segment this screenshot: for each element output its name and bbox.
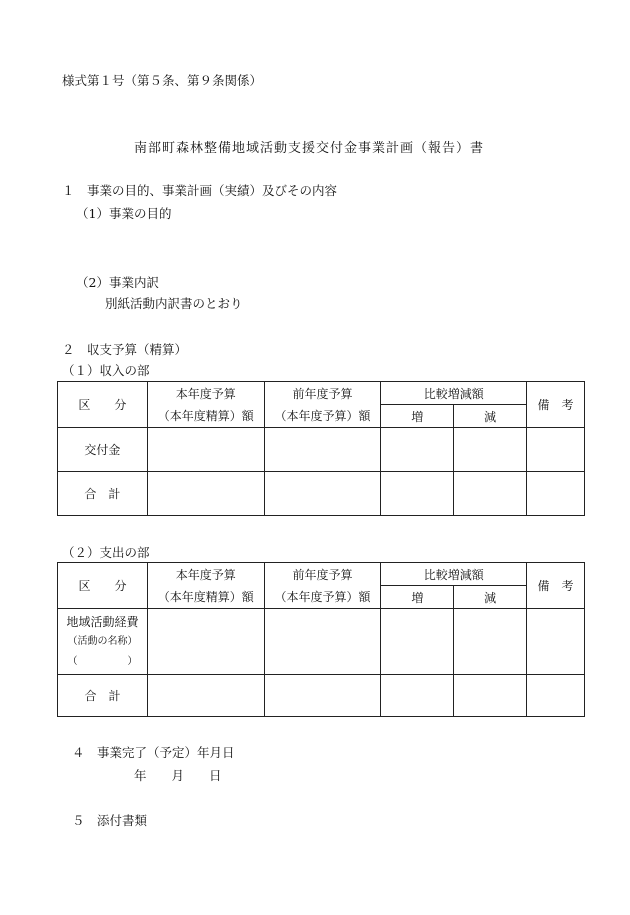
header-prev-settlement: （本年度予算）額: [264, 586, 381, 609]
table-cell: [264, 428, 381, 472]
section1-heading: １ 事業の目的、事業計画（実績）及びその内容: [62, 183, 338, 198]
header-compare: 比較増減額: [381, 382, 527, 405]
header-category: 区 分: [58, 382, 148, 428]
table-cell: [264, 675, 381, 717]
header-current-budget: 本年度予算: [147, 563, 264, 586]
income-heading: （１）収入の部: [62, 363, 150, 378]
expense-total-label: 合 計: [58, 675, 148, 717]
header-remarks: 備 考: [527, 563, 585, 609]
header-decrease: 減: [454, 586, 527, 609]
section1-sub2: （2）事業内訳: [76, 275, 159, 290]
document-title: 南部町森林整備地域活動支援交付金事業計画（報告）書: [134, 141, 485, 156]
header-current-settlement: （本年度精算）額: [147, 586, 264, 609]
header-decrease: 減: [454, 405, 527, 428]
header-current-settlement: （本年度精算）額: [147, 405, 264, 428]
section2-heading: ２ 収支予算（精算）: [62, 342, 188, 357]
table-cell: [454, 609, 527, 675]
header-remarks: 備 考: [527, 382, 585, 428]
table-cell: [527, 472, 585, 516]
expense-table: [57, 562, 585, 717]
header-compare: 比較増減額: [381, 563, 527, 586]
section4-date: 年 月 日: [134, 768, 222, 783]
table-cell: [147, 609, 264, 675]
section5-heading: ５ 添付書類: [72, 813, 148, 828]
header-category: 区 分: [58, 563, 148, 609]
expense-activity-name-blank: （ ）: [67, 655, 138, 667]
table-cell: [454, 472, 527, 516]
table-cell: [147, 428, 264, 472]
form-label: 様式第１号（第５条、第９条関係）: [62, 73, 263, 88]
table-cell: [147, 472, 264, 516]
table-cell: [454, 428, 527, 472]
section4-heading: ４ 事業完了（予定）年月日: [72, 745, 235, 760]
section1-sub1: （1）事業の目的: [76, 206, 172, 221]
table-cell: [381, 609, 454, 675]
table-cell: [527, 675, 585, 717]
table-cell: [264, 609, 381, 675]
header-prev-settlement: （本年度予算）額: [264, 405, 381, 428]
expense-row-label: [58, 609, 148, 675]
income-total-label: 合 計: [58, 472, 148, 516]
table-cell: [527, 609, 585, 675]
table-cell: [381, 472, 454, 516]
table-cell: [527, 428, 585, 472]
expense-activity-name-label: （活動の名称）: [67, 635, 138, 647]
table-cell: [147, 675, 264, 717]
header-current-budget: 本年度予算: [147, 382, 264, 405]
table-cell: [381, 428, 454, 472]
expense-heading: （２）支出の部: [62, 545, 150, 560]
income-row-label: 交付金: [58, 428, 148, 472]
expense-row-title: 地域活動経費: [66, 614, 139, 629]
table-cell: [454, 675, 527, 717]
header-prev-budget: 前年度予算: [264, 382, 381, 405]
header-increase: 増: [381, 405, 454, 428]
header-prev-budget: 前年度予算: [264, 563, 381, 586]
section1-sub2-text: 別紙活動内訳書のとおり: [105, 296, 243, 311]
header-increase: 増: [381, 586, 454, 609]
table-cell: [264, 472, 381, 516]
income-table: [57, 381, 585, 516]
table-cell: [381, 675, 454, 717]
